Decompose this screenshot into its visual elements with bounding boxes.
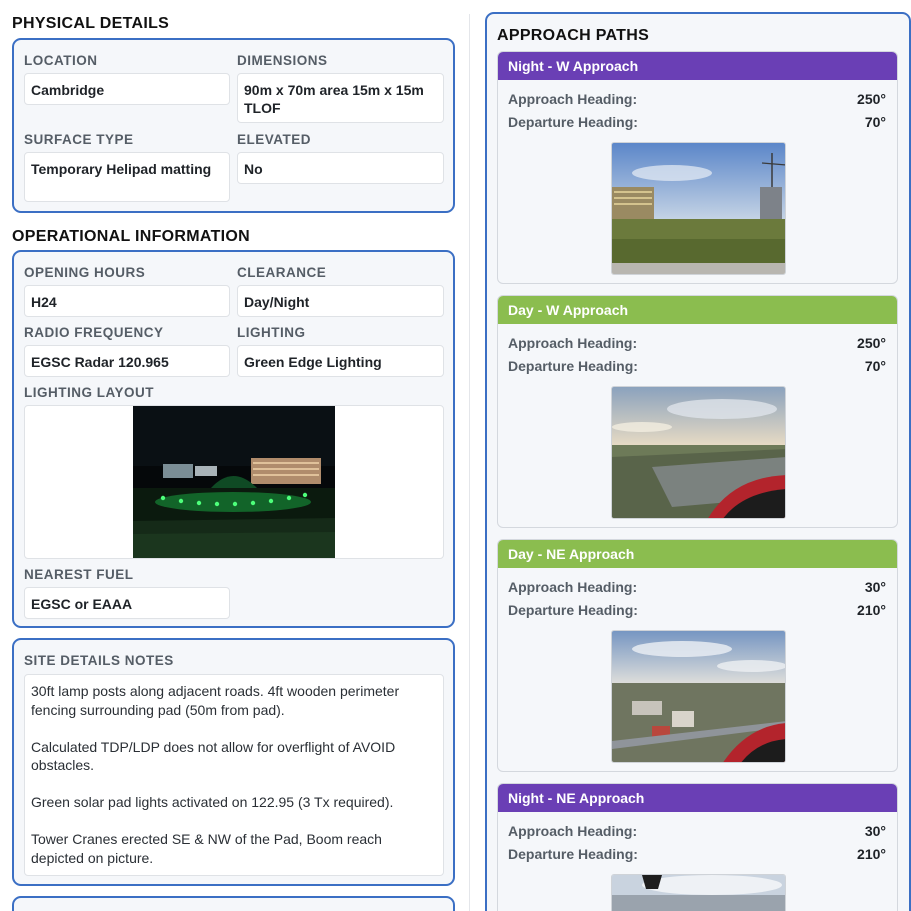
note-paragraph: Calculated TDP/LDP does not allow for overflight of AVOID obstacles. <box>31 738 396 773</box>
physical-details-title: PHYSICAL DETAILS <box>12 15 170 32</box>
approach-path-card <box>497 51 898 284</box>
departure-heading-row <box>498 842 897 865</box>
approach-photo[interactable] <box>611 630 786 763</box>
approach-paths-title: APPROACH PATHS <box>497 27 650 44</box>
nearest-fuel-label: NEAREST FUEL <box>24 567 134 582</box>
dimensions-value: 90m x 70m area 15m x 15m TLOF <box>237 73 444 123</box>
approach-path-header[interactable]: Night - W Approach <box>498 52 897 80</box>
departure-heading-row <box>498 354 897 377</box>
surface-type-label: SURFACE TYPE <box>24 132 134 147</box>
location-value: Cambridge <box>24 73 230 105</box>
approach-heading-label: Approach Heading: <box>508 91 638 107</box>
operational-info-title: OPERATIONAL INFORMATION <box>12 228 251 245</box>
lighting-layout-label: LIGHTING LAYOUT <box>24 385 155 400</box>
radio-frequency-label: RADIO FREQUENCY <box>24 325 164 340</box>
nearest-fuel-value: EGSC or EAAA <box>24 587 230 619</box>
departure-heading-value: 210° <box>857 846 886 862</box>
lighting-layout-photo[interactable] <box>133 406 335 558</box>
site-notes-text <box>24 674 444 876</box>
clearance-value: Day/Night <box>237 285 444 317</box>
departure-heading-label: Departure Heading: <box>508 846 638 862</box>
physical-details-card <box>12 38 455 213</box>
elevated-value: No <box>237 152 444 184</box>
departure-heading-row <box>498 110 897 133</box>
approach-heading-value: 250° <box>857 335 886 351</box>
departure-heading-row <box>498 598 897 621</box>
note-paragraph: Green solar pad lights activated on 122.95 (3 Tx required). <box>31 794 394 810</box>
next-card-partial <box>12 896 455 911</box>
elevated-label: ELEVATED <box>237 132 312 147</box>
approach-path-header[interactable]: Day - W Approach <box>498 296 897 324</box>
location-label: LOCATION <box>24 53 98 68</box>
site-notes-card <box>12 638 455 886</box>
approach-heading-value: 30° <box>864 579 886 595</box>
radio-frequency-value: EGSC Radar 120.965 <box>24 345 230 377</box>
approach-heading-value: 250° <box>857 91 886 107</box>
departure-heading-value: 210° <box>857 602 886 618</box>
lighting-label: LIGHTING <box>237 325 306 340</box>
departure-heading-value: 70° <box>864 114 886 130</box>
approach-path-card <box>497 539 898 772</box>
opening-hours-label: OPENING HOURS <box>24 265 146 280</box>
approach-path-header[interactable]: Day - NE Approach <box>498 540 897 568</box>
departure-heading-label: Departure Heading: <box>508 358 638 374</box>
approach-heading-row <box>498 819 897 842</box>
lighting-layout-frame <box>24 405 444 559</box>
approach-path-card <box>497 783 898 911</box>
approach-photo[interactable] <box>611 874 786 911</box>
approach-path-header[interactable]: Night - NE Approach <box>498 784 897 812</box>
departure-heading-label: Departure Heading: <box>508 602 638 618</box>
approach-heading-row <box>498 331 897 354</box>
note-paragraph: 30ft lamp posts along adjacent roads. 4ft wooden perimeter fencing surrounding pad (50m from pad). <box>31 683 400 718</box>
site-notes-label: SITE DETAILS NOTES <box>24 653 174 668</box>
approach-photo[interactable] <box>611 142 786 275</box>
approach-photo[interactable] <box>611 386 786 519</box>
surface-type-value: Temporary Helipad matting <box>24 152 230 202</box>
column-divider <box>469 14 470 911</box>
approach-heading-row <box>498 87 897 110</box>
operational-info-card <box>12 250 455 628</box>
departure-heading-label: Departure Heading: <box>508 114 638 130</box>
note-paragraph: Tower Cranes erected SE & NW of the Pad, Boom reach depicted on picture. <box>31 831 382 866</box>
lighting-value: Green Edge Lighting <box>237 345 444 377</box>
approach-heading-label: Approach Heading: <box>508 823 638 839</box>
approach-path-card <box>497 295 898 528</box>
dimensions-label: DIMENSIONS <box>237 53 328 68</box>
approach-heading-row <box>498 575 897 598</box>
opening-hours-value: H24 <box>24 285 230 317</box>
approach-heading-value: 30° <box>864 823 886 839</box>
clearance-label: CLEARANCE <box>237 265 327 280</box>
departure-heading-value: 70° <box>864 358 886 374</box>
approach-heading-label: Approach Heading: <box>508 335 638 351</box>
approach-heading-label: Approach Heading: <box>508 579 638 595</box>
